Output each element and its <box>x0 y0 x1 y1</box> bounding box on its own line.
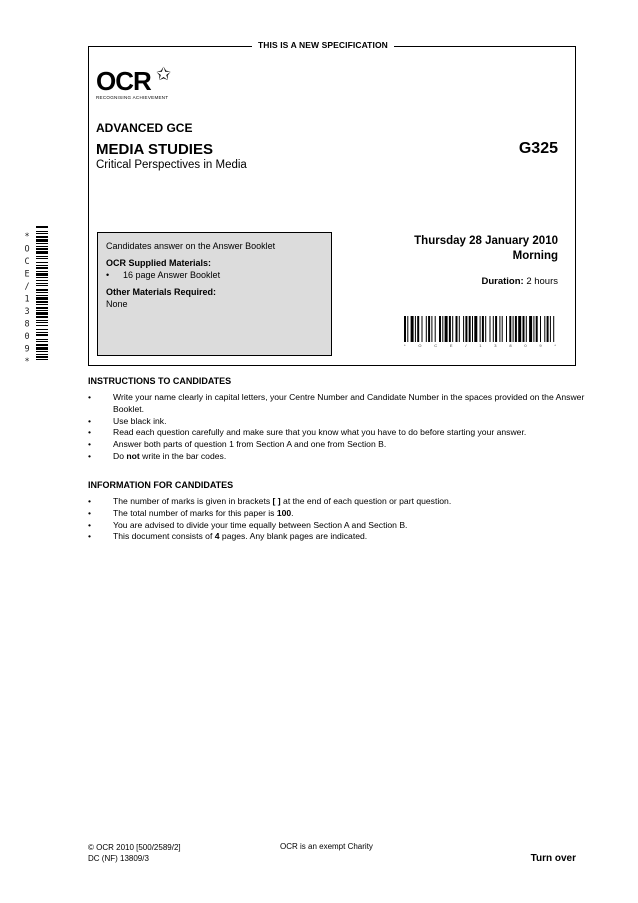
information-list <box>88 496 588 543</box>
barcode-digit: 0 <box>524 343 527 348</box>
logo-tagline: RECOGNISING ACHIEVEMENT <box>96 95 169 100</box>
dc-code: DC (NF) 13809/3 <box>88 854 149 863</box>
barcode-digit: / <box>465 343 467 348</box>
text-part: The total number of marks for this paper is <box>113 507 277 518</box>
duration-value: 2 hours <box>526 276 558 287</box>
list-item <box>88 439 588 451</box>
exam-session: Morning <box>512 250 558 262</box>
barcode-digit: 1 <box>479 343 482 348</box>
text-bold: 4 <box>214 531 220 542</box>
turn-over: Turn over <box>530 853 576 864</box>
instruction-text: Use black ink. <box>113 415 167 426</box>
information-text: You are advised to divide your time equally between Section A and Section B. <box>113 519 408 530</box>
text-part: . <box>291 507 294 518</box>
qualification: ADVANCED GCE <box>96 121 193 135</box>
barcode-digit: E <box>449 343 453 348</box>
information-heading: INFORMATION FOR CANDIDATES <box>88 480 234 490</box>
bullet: • <box>88 496 92 506</box>
answer-note: Candidates answer on the Answer Booklet <box>106 241 276 251</box>
supplied-item <box>106 269 323 281</box>
bullet: • <box>88 531 92 542</box>
other-value: None <box>106 299 128 309</box>
exam-duration <box>481 276 558 287</box>
bullet: • <box>88 415 92 426</box>
instruction-text <box>113 451 588 463</box>
barcode-right <box>404 316 556 342</box>
list-item <box>88 392 588 416</box>
barcode-side-text: *OCE/13809* <box>22 232 32 370</box>
barcode-digit: O <box>418 343 422 348</box>
exam-date: Thursday 28 January 2010 <box>414 235 558 247</box>
list-item <box>88 496 588 508</box>
text-bold: not <box>126 450 140 461</box>
bullet: • <box>88 439 92 450</box>
barcode-digits <box>404 343 556 349</box>
materials-box <box>97 232 332 356</box>
star-icon: ✩ <box>156 64 172 84</box>
spec-banner: THIS IS A NEW SPECIFICATION <box>252 40 394 50</box>
supplied-heading: OCR Supplied Materials: <box>106 258 212 268</box>
ocr-logo <box>96 64 186 102</box>
barcode-left <box>36 226 48 360</box>
list-item <box>88 531 588 543</box>
barcode-digit: 8 <box>509 343 512 348</box>
instruction-text: Read each question carefully and make sure that you know what you have to do before starting your answer. <box>113 427 527 438</box>
paper-title: Critical Perspectives in Media <box>96 159 247 171</box>
text-part: at the end of each question or part question. <box>280 496 452 506</box>
instruction-text: Answer both parts of question 1 from Section A and one from Section B. <box>113 439 387 450</box>
instruction-text: Write your name clearly in capital letters, your Centre Number and Candidate Number in the spaces provided on the Answer Booklet. <box>113 392 585 414</box>
barcode-digit: 9 <box>539 343 542 348</box>
information-section <box>88 480 588 543</box>
bullet: • <box>88 392 92 402</box>
text-bold: [ ] <box>272 496 281 506</box>
subject-title: MEDIA STUDIES <box>96 141 213 158</box>
footer-left <box>88 842 181 864</box>
list-item <box>88 508 588 520</box>
information-text <box>113 508 588 520</box>
barcode-digit: * <box>404 343 406 348</box>
bullet: • <box>106 270 110 280</box>
logo-text: OCR <box>96 66 151 96</box>
other-heading: Other Materials Required: <box>106 287 217 297</box>
instructions-section <box>88 376 588 463</box>
unit-code: G325 <box>518 140 558 157</box>
bullet: • <box>88 427 92 438</box>
barcode-digit: 3 <box>494 343 497 348</box>
copyright: © OCR 2010 [500/2589/2] <box>88 843 181 852</box>
text-part: The number of marks is given in brackets <box>113 496 273 506</box>
list-item <box>88 451 588 463</box>
text-part: write in the bar codes. <box>139 450 227 461</box>
text-bold: 100 <box>276 507 292 518</box>
information-text <box>113 531 588 543</box>
bullet: • <box>88 519 92 530</box>
text-part: Do <box>113 450 127 461</box>
text-part: This document consists of <box>113 531 215 542</box>
charity-note: OCR is an exempt Charity <box>280 842 373 851</box>
list-item <box>88 427 588 439</box>
list-item <box>88 416 588 428</box>
instructions-heading: INSTRUCTIONS TO CANDIDATES <box>88 376 232 386</box>
duration-label: Duration: <box>481 276 524 287</box>
bullet: • <box>88 507 92 518</box>
supplied-item-text: 16 page Answer Booklet <box>123 270 221 280</box>
barcode-digit: * <box>554 343 556 348</box>
barcode-digit: C <box>434 343 438 348</box>
instructions-list <box>88 392 588 463</box>
information-text <box>113 496 588 508</box>
list-item <box>88 520 588 532</box>
text-part: pages. Any blank pages are indicated. <box>219 531 368 542</box>
bullet: • <box>88 450 92 461</box>
